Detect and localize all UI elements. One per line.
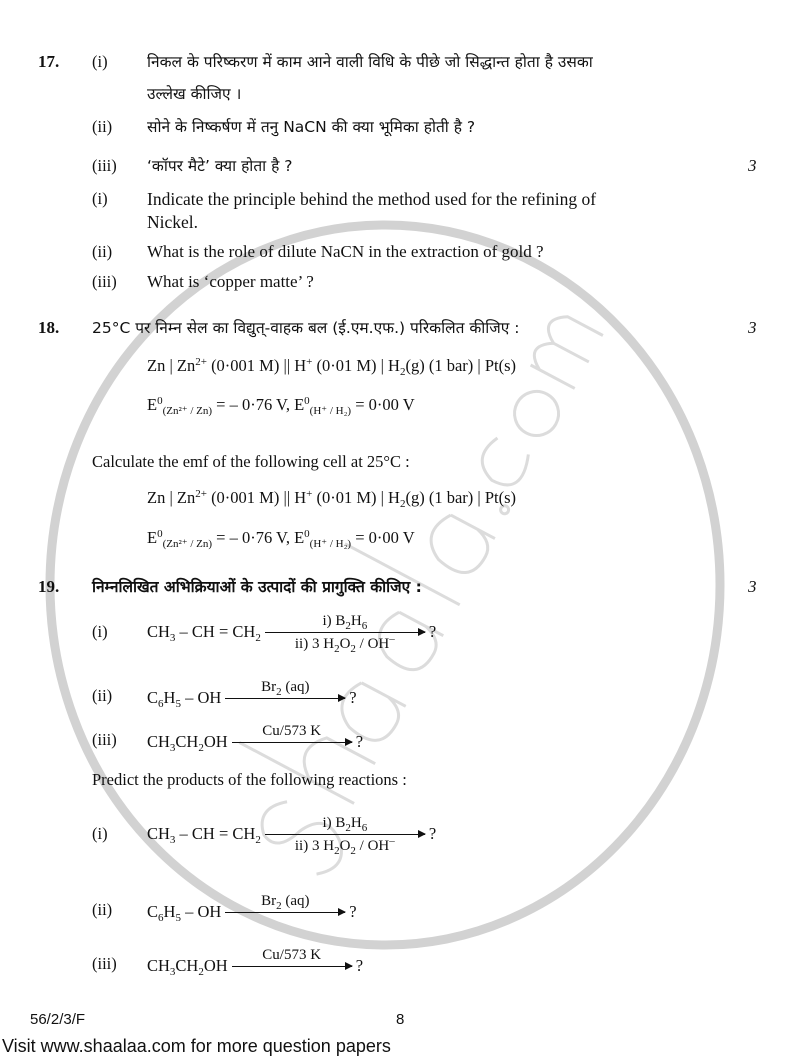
reagent-above	[225, 679, 345, 698]
formula-part: (0·001 M) || H	[206, 356, 307, 375]
cell-notation	[147, 356, 516, 376]
formula-part: C	[147, 902, 159, 921]
formula-part: O	[339, 837, 351, 854]
formula-part: 6	[158, 698, 164, 710]
formula-part: = – 0·76 V, E	[212, 528, 305, 547]
question-text: What is the role of dilute NaCN in the extraction of gold ?	[147, 242, 544, 261]
product-placeholder: ?	[428, 824, 437, 843]
formula-part: 0	[157, 528, 163, 540]
formula-part: (aq)	[281, 679, 310, 695]
question-text: ‘कॉपर मैटे’ क्या होता है ?	[147, 157, 293, 175]
reaction-arrow	[265, 814, 425, 857]
roman-numeral: (iii)	[92, 156, 117, 175]
formula-part: 2	[255, 632, 261, 644]
reaction	[92, 668, 692, 708]
question-text: Indicate the principle behind the method used for the refining of	[147, 189, 597, 209]
formula-part: 2	[334, 642, 340, 655]
formula-part: CH	[147, 622, 170, 641]
roman-numeral: (iii)	[92, 954, 117, 973]
formula-part: Br	[261, 679, 277, 695]
formula-part: 2	[350, 642, 356, 655]
formula-part: / OH	[355, 635, 390, 652]
formula-part: – OH	[180, 902, 222, 921]
formula-part: H	[163, 902, 176, 921]
formula-part: 3	[169, 742, 176, 754]
reagent-above	[232, 723, 352, 739]
formula-part: 2	[255, 834, 261, 846]
formula-part: = – 0·76 V, E	[212, 395, 305, 414]
formula-part: 2	[345, 821, 351, 834]
formula-part: E	[147, 395, 158, 414]
formula-part: Zn | Zn	[147, 488, 196, 507]
formula-part: 0	[157, 395, 163, 407]
formula-part: 3	[169, 632, 176, 644]
reagent-below	[265, 632, 425, 655]
reaction-arrow	[265, 612, 425, 655]
formula-part: 2+	[195, 356, 207, 368]
roman-numeral: (i)	[92, 622, 108, 641]
arrow-icon	[232, 966, 352, 967]
roman-numeral: (i)	[92, 189, 108, 208]
formula-part: –	[389, 632, 395, 645]
reagent-above	[225, 893, 345, 912]
formula-part: (0·01 M) | H	[312, 356, 400, 375]
formula-part: (aq)	[281, 893, 310, 909]
formula-part: 2	[198, 742, 204, 754]
formula-part: = 0·00 V	[351, 395, 415, 414]
formula-part: E	[147, 528, 158, 547]
reactant	[147, 622, 261, 642]
reaction-arrow	[232, 947, 352, 970]
reactant	[147, 902, 221, 922]
reaction-arrow	[232, 723, 352, 746]
question-text: Calculate the emf of the following cell at 25°C :	[92, 452, 410, 471]
formula-part: H	[163, 688, 176, 707]
formula-part: 6	[361, 619, 368, 632]
formula-part: 2	[345, 619, 351, 632]
question-text: सोने के निष्कर्षण में तनु NaCN की क्या भूमिका होती है ?	[147, 118, 476, 136]
formula-part: 2	[399, 498, 406, 510]
roman-numeral: (ii)	[92, 686, 113, 705]
electrode-potentials	[147, 395, 415, 415]
page-number: 8	[396, 1011, 405, 1028]
formula-part: – OH	[180, 688, 222, 707]
electrode-potentials	[147, 528, 415, 548]
reaction	[92, 712, 692, 752]
formula-part: – CH = CH	[175, 824, 256, 843]
product-placeholder: ?	[349, 688, 357, 707]
formula-part: (g) (1 bar) | Pt(s)	[405, 356, 516, 375]
question-text: Predict the products of the following reactions :	[92, 770, 407, 789]
roman-numeral: (ii)	[92, 900, 113, 919]
formula-part: 2	[399, 366, 406, 378]
reaction	[92, 936, 692, 976]
formula-part: +	[306, 356, 313, 368]
formula-part: Cu/573 K	[262, 947, 322, 963]
reactant	[147, 732, 228, 752]
visit-link[interactable]: Visit www.shaalaa.com for more question papers	[2, 1036, 391, 1056]
formula-part: (Zn²⁺ / Zn)	[162, 405, 213, 417]
formula-part: C	[147, 688, 159, 707]
formula-part: CH	[147, 732, 170, 751]
formula-part: CH	[175, 956, 199, 975]
formula-part: CH	[147, 824, 170, 843]
formula-part: 2+	[195, 488, 207, 500]
formula-part: CH	[147, 956, 170, 975]
formula-part: i) B	[322, 814, 346, 831]
arrow-icon	[265, 834, 425, 835]
formula-part: – CH = CH	[175, 622, 256, 641]
arrow-icon	[265, 632, 425, 633]
formula-part: Zn | Zn	[147, 356, 196, 375]
formula-part: H	[350, 814, 362, 831]
question-number: 19.	[38, 577, 60, 596]
marks: 3	[748, 577, 757, 596]
formula-part: ii) 3 H	[294, 635, 335, 652]
reagent-above	[232, 947, 352, 963]
reagent-above	[265, 612, 425, 632]
formula-part: = 0·00 V	[351, 528, 415, 547]
cell-notation	[147, 488, 516, 508]
formula-part: 5	[175, 912, 181, 924]
product-placeholder: ?	[355, 956, 364, 975]
formula-part: 0	[304, 528, 310, 540]
formula-part: (Zn²⁺ / Zn)	[162, 538, 213, 550]
paper-code: 56/2/3/F	[30, 1011, 86, 1028]
marks: 3	[748, 156, 757, 175]
formula-part: H	[350, 612, 362, 629]
reagent-above	[265, 814, 425, 834]
roman-numeral: (ii)	[92, 242, 113, 261]
question-text: निकल के परिष्करण में काम आने वाली विधि के पीछे जो सिद्धान्त होता है उसका	[147, 53, 593, 71]
formula-part: Br	[261, 893, 277, 909]
formula-part: Cu/573 K	[262, 723, 322, 739]
reaction	[92, 882, 692, 922]
arrow-icon	[225, 912, 345, 913]
formula-part: (g) (1 bar) | Pt(s)	[405, 488, 516, 507]
reagent-below	[265, 834, 425, 857]
question-text: 25°C पर निम्न सेल का विद्युत्-वाहक बल (ई.एम.एफ.) परिकलित कीजिए :	[92, 319, 520, 337]
reaction	[92, 806, 692, 862]
formula-part: OH	[203, 956, 228, 975]
reactant	[147, 688, 221, 708]
product-placeholder: ?	[349, 902, 357, 921]
formula-part: / OH	[355, 837, 390, 854]
formula-part: 6	[361, 821, 368, 834]
question-text: Nickel.	[147, 212, 199, 232]
question-text: निम्नलिखित अभिक्रियाओं के उत्पादों की प्रागुक्ति कीजिए :	[92, 578, 422, 596]
roman-numeral: (i)	[92, 824, 108, 843]
formula-part: 3	[169, 966, 176, 978]
roman-numeral: (iii)	[92, 730, 117, 749]
formula-part: O	[339, 635, 351, 652]
formula-part: (0·001 M) || H	[206, 488, 307, 507]
reactant	[147, 824, 261, 844]
formula-part: –	[389, 834, 395, 847]
formula-part: 6	[158, 912, 164, 924]
formula-part: +	[306, 488, 313, 500]
formula-part: 2	[198, 966, 204, 978]
formula-part: 2	[276, 686, 282, 698]
formula-part: 2	[350, 844, 356, 857]
reactant	[147, 956, 228, 976]
formula-part: 5	[175, 698, 181, 710]
reaction-arrow	[225, 893, 345, 916]
marks: 3	[748, 318, 757, 337]
roman-numeral: (iii)	[92, 272, 117, 291]
arrow-icon	[225, 698, 345, 699]
question-number: 17.	[38, 52, 60, 71]
formula-part: ii) 3 H	[294, 837, 335, 854]
question-number: 18.	[38, 318, 60, 337]
formula-part: OH	[203, 732, 228, 751]
roman-numeral: (ii)	[92, 117, 113, 136]
formula-part: (0·01 M) | H	[312, 488, 400, 507]
reaction-arrow	[225, 679, 345, 702]
formula-part: i) B	[322, 612, 346, 629]
roman-numeral: (i)	[92, 52, 108, 71]
formula-part: CH	[175, 732, 199, 751]
product-placeholder: ?	[428, 622, 437, 641]
question-text: उल्लेख कीजिए ।	[147, 85, 242, 103]
question-text: What is ‘copper matte’ ?	[147, 272, 314, 291]
formula-part: (H⁺ / H₂)	[309, 538, 352, 550]
product-placeholder: ?	[355, 732, 364, 751]
formula-part: 3	[169, 834, 176, 846]
formula-part: 2	[276, 900, 282, 912]
reaction	[92, 604, 692, 660]
formula-part: 0	[304, 395, 310, 407]
formula-part: (H⁺ / H₂)	[309, 405, 352, 417]
formula-part: 2	[334, 844, 340, 857]
arrow-icon	[232, 742, 352, 743]
